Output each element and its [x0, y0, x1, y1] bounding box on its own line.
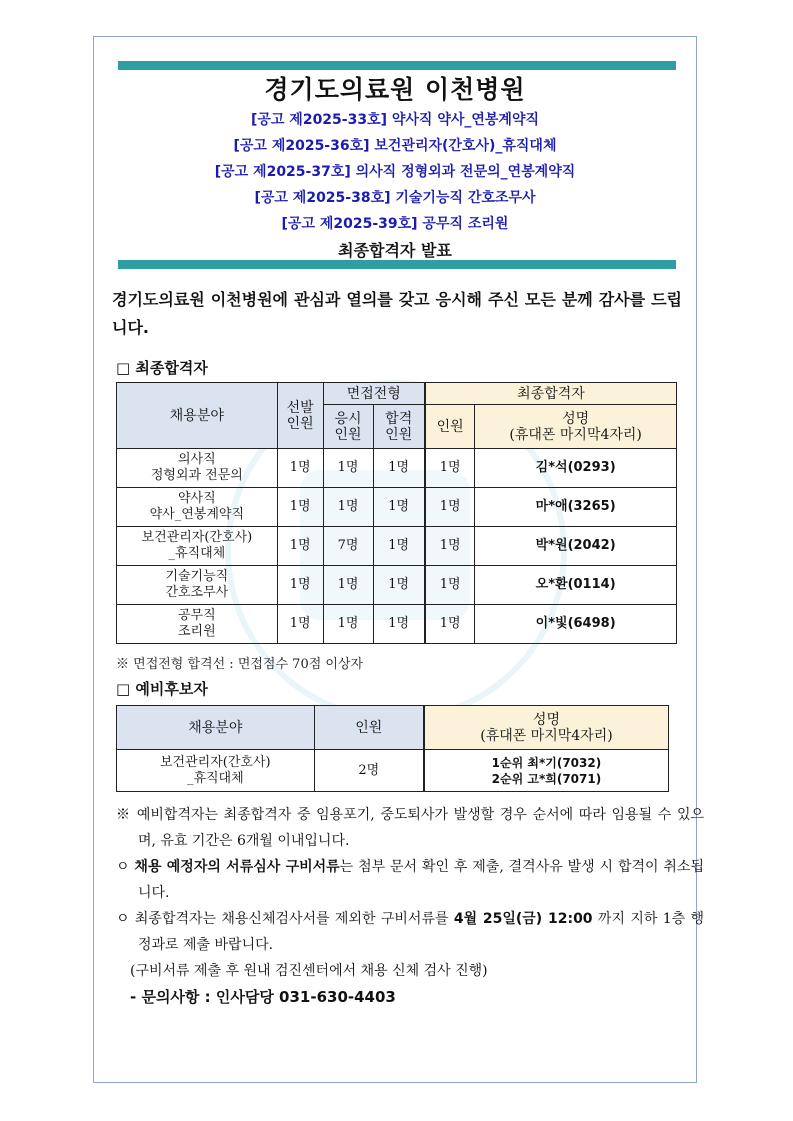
reserve-header-count: 인원	[314, 706, 424, 750]
row-field: 공무직 조리원	[117, 605, 278, 644]
intro-text: 경기도의료원 이천병원에 관심과 열의를 갖고 응시해 주신 모든 분께 감사를 드립니다.	[112, 290, 682, 337]
header-passed: 합격 인원	[373, 405, 425, 449]
table-row	[117, 449, 677, 488]
reserve-header-field: 채용분야	[117, 706, 315, 750]
reserve-header-name: 성명 (휴대폰 마지막4자리)	[424, 706, 669, 750]
table-row	[117, 527, 677, 566]
notice-33: [공고 제2025-33호] 약사직 약사_연봉계약직	[250, 112, 539, 128]
row-planned: 1명	[277, 527, 323, 566]
table-row	[117, 750, 669, 792]
bullet-icon: ㅇ	[116, 859, 130, 875]
submission-notice: ㅇ 최종합격자는 채용신체검사서를 제외한 구비서류를 4월 25일(금) 12:00 까지 지하 1층 행정과로 제출 바랍니다.	[116, 911, 705, 953]
notice-39: [공고 제2025-39호] 공무직 조리원	[281, 216, 509, 232]
reserve-section-heading: □ 예비후보자	[116, 680, 208, 698]
row-count: 1명	[425, 605, 475, 644]
row-field: 약사직 약사_연봉계약직	[117, 488, 278, 527]
reserve-count: 2명	[314, 750, 424, 792]
row-planned: 1명	[277, 605, 323, 644]
header-count: 인원	[425, 405, 475, 449]
table-row	[117, 566, 677, 605]
row-field: 보건관리자(간호사) _휴직대체	[117, 527, 278, 566]
row-applied: 1명	[323, 566, 373, 605]
row-count: 1명	[425, 488, 475, 527]
header-field: 채용분야	[117, 383, 278, 449]
row-passed: 1명	[373, 449, 425, 488]
row-field: 기술기능직 간호조무사	[117, 566, 278, 605]
row-field: 의사직 정형외과 전문의	[117, 449, 278, 488]
top-divider	[118, 61, 676, 70]
row-planned: 1명	[277, 449, 323, 488]
header-interview: 면접전형	[323, 383, 425, 405]
row-name: 김*석(0293)	[475, 449, 677, 488]
row-planned: 1명	[277, 566, 323, 605]
interview-cutoff-note: ※ 면접전형 합격선 : 면접점수 70점 이상자	[116, 657, 364, 672]
reserve-validity-note: ※ 예비합격자는 최종합격자 중 임용포기, 중도퇴사가 발생할 경우 순서에 따라 임용될 수 있으며, 유효 기간은 6개월 이내입니다.	[116, 807, 704, 849]
documents-notice: ㅇ 채용 예정자의 서류심사 구비서류는 첨부 문서 확인 후 제출, 결격사유 발생 시 합격이 취소됩니다.	[116, 859, 704, 901]
row-count: 1명	[425, 449, 475, 488]
bottom-divider	[118, 260, 676, 269]
row-applied: 7명	[323, 527, 373, 566]
row-name: 박*원(2042)	[475, 527, 677, 566]
notice-38: [공고 제2025-38호] 기술기능직 간호조무사	[254, 190, 536, 206]
table-row	[117, 488, 677, 527]
header-name: 성명 (휴대폰 마지막4자리)	[475, 405, 677, 449]
row-applied: 1명	[323, 605, 373, 644]
contact-info: - 문의사항 : 인사담당 031-630-4403	[130, 988, 396, 1006]
row-name: 이*빛(6498)	[475, 605, 677, 644]
row-name: 오*환(0114)	[475, 566, 677, 605]
header-final: 최종합격자	[425, 383, 677, 405]
row-applied: 1명	[323, 449, 373, 488]
row-count: 1명	[425, 566, 475, 605]
row-applied: 1명	[323, 488, 373, 527]
announcement-subtitle: 최종합격자 발표	[338, 241, 452, 260]
final-section-heading: □ 최종합격자	[116, 359, 208, 377]
header-planned: 선발 인원	[277, 383, 323, 449]
health-exam-note: (구비서류 제출 후 원내 검진센터에서 채용 신체 검사 진행)	[130, 963, 488, 979]
row-name: 마*애(3265)	[475, 488, 677, 527]
row-count: 1명	[425, 527, 475, 566]
notice-37: [공고 제2025-37호] 의사직 정형외과 전문의_연봉계약직	[214, 164, 576, 180]
row-planned: 1명	[277, 488, 323, 527]
row-passed: 1명	[373, 527, 425, 566]
reserve-table	[116, 705, 669, 792]
row-passed: 1명	[373, 488, 425, 527]
final-table	[116, 382, 677, 644]
reserve-field: 보건관리자(간호사) _휴직대체	[117, 750, 315, 792]
notice-36: [공고 제2025-36호] 보건관리자(간호사)_휴직대체	[233, 138, 557, 154]
bullet-icon: ㅇ	[116, 911, 130, 927]
reserve-names: 1순위 최*기(7032) 2순위 고*희(7071)	[424, 750, 669, 792]
header-applied: 응시 인원	[323, 405, 373, 449]
table-row	[117, 605, 677, 644]
page-title: 경기도의료원 이천병원	[264, 75, 526, 104]
row-passed: 1명	[373, 566, 425, 605]
row-passed: 1명	[373, 605, 425, 644]
